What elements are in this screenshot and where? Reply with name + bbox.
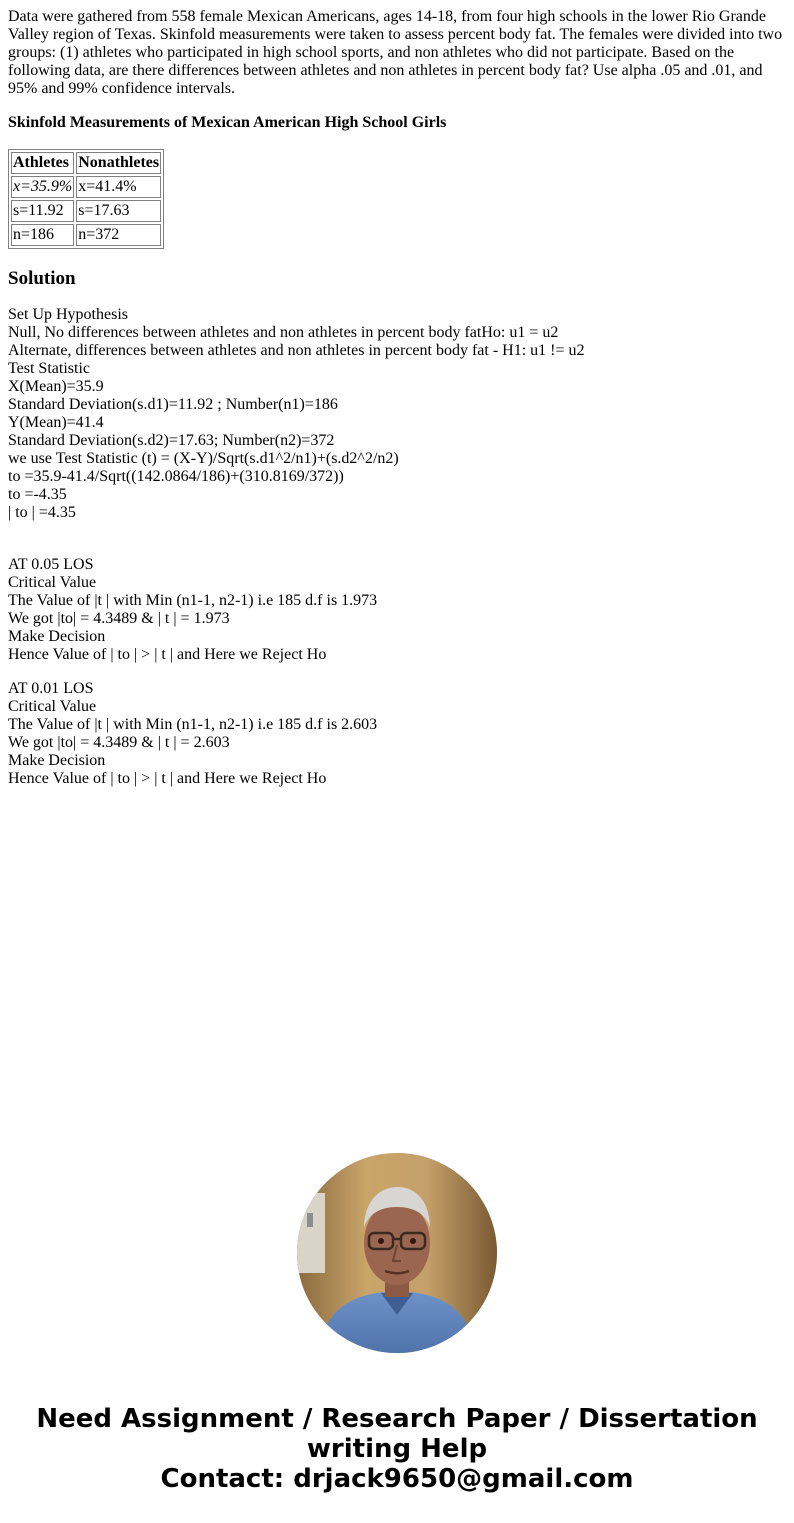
- avatar-illustration: [297, 1153, 497, 1353]
- table-cell-nonathletes-n: n=372: [76, 224, 161, 246]
- solution-line: Hence Value of | to | > | t | and Here we Reject Ho: [8, 770, 327, 787]
- solution-line: | to | =4.35: [8, 504, 76, 521]
- solution-line: Null, No differences between athletes and non athletes in percent body fatHo: u1 = u2: [8, 324, 559, 341]
- solution-line: Set Up Hypothesis: [8, 306, 128, 323]
- solution-line: AT 0.01 LOS: [8, 680, 94, 697]
- table-row: [11, 176, 161, 198]
- document-page: [8, 8, 786, 788]
- solution-line: The Value of |t | with Min (n1-1, n2-1) i.e 185 d.f is 2.603: [8, 716, 378, 733]
- solution-line: to =35.9-41.4/Sqrt((142.0864/186)+(310.8169/372)): [8, 468, 344, 485]
- table-row: [11, 200, 161, 222]
- table-row: [11, 224, 161, 246]
- solution-line: Alternate, differences between athletes and non athletes in percent body fat - H1: u1 != u2: [8, 342, 585, 359]
- solution-line: to =-4.35: [8, 486, 67, 503]
- promo-line-1: Need Assignment / Research Paper / Dissertation: [36, 1404, 758, 1434]
- solution-line: Standard Deviation(s.d1)=11.92 ; Number(n1)=186: [8, 396, 338, 413]
- table-cell-athletes-mean: x=35.9%: [11, 176, 74, 198]
- table-title: Skinfold Measurements of Mexican American High School Girls: [8, 114, 447, 131]
- alpha-05-section: [8, 556, 786, 664]
- solution-line: Critical Value: [8, 574, 97, 591]
- alpha-01-section: [8, 680, 786, 788]
- contact-email: Contact: drjack9650@gmail.com: [160, 1464, 634, 1494]
- promo-footer: [0, 1404, 794, 1494]
- table-header-row: [11, 152, 161, 174]
- table-header-athletes: Athletes: [11, 152, 74, 174]
- solution-line: X(Mean)=35.9: [8, 378, 104, 395]
- solution-line: Make Decision: [8, 628, 106, 645]
- hypothesis-section: [8, 306, 786, 522]
- solution-line: we use Test Statistic (t) = (X-Y)/Sqrt(s.d1^2/n1)+(s.d2^2/n2): [8, 450, 399, 467]
- table-cell-athletes-sd: s=11.92: [11, 200, 74, 222]
- solution-line: We got |to| = 4.3489 & | t | = 1.973: [8, 610, 230, 627]
- promo-line-2: writing Help: [306, 1434, 488, 1464]
- solution-line: Critical Value: [8, 698, 97, 715]
- solution-heading: Solution: [8, 268, 76, 289]
- solution-line: Test Statistic: [8, 360, 90, 377]
- solution-line: Y(Mean)=41.4: [8, 414, 104, 431]
- solution-line: Standard Deviation(s.d2)=17.63; Number(n2)=372: [8, 432, 335, 449]
- solution-line: AT 0.05 LOS: [8, 556, 94, 573]
- table-cell-nonathletes-sd: s=17.63: [76, 200, 161, 222]
- solution-line: The Value of |t | with Min (n1-1, n2-1) i.e 185 d.f is 1.973: [8, 592, 378, 609]
- solution-line: Make Decision: [8, 752, 106, 769]
- person-photo-icon: [297, 1153, 497, 1353]
- problem-statement: Data were gathered from 558 female Mexican Americans, ages 14-18, from four high schools in the lower Rio Grande Valley region of Texas. Skinfold measurements were taken to assess percent body fat. The females were divided into two groups: (1) athletes who participated in high school sports, and non athletes who did not participate. Based on the following data, are there differences between athletes and non athletes in percent body fat? Use alpha .05 and .01, and 95% and 99% confidence intervals.: [8, 8, 783, 97]
- solution-line: We got |to| = 4.3489 & | t | = 2.603: [8, 734, 230, 751]
- table-header-nonathletes: Nonathletes: [76, 152, 161, 174]
- solution-line: Hence Value of | to | > | t | and Here we Reject Ho: [8, 646, 327, 663]
- table-cell-nonathletes-mean: x=41.4%: [76, 176, 161, 198]
- table-cell-athletes-n: n=186: [11, 224, 74, 246]
- skinfold-table: [8, 149, 164, 249]
